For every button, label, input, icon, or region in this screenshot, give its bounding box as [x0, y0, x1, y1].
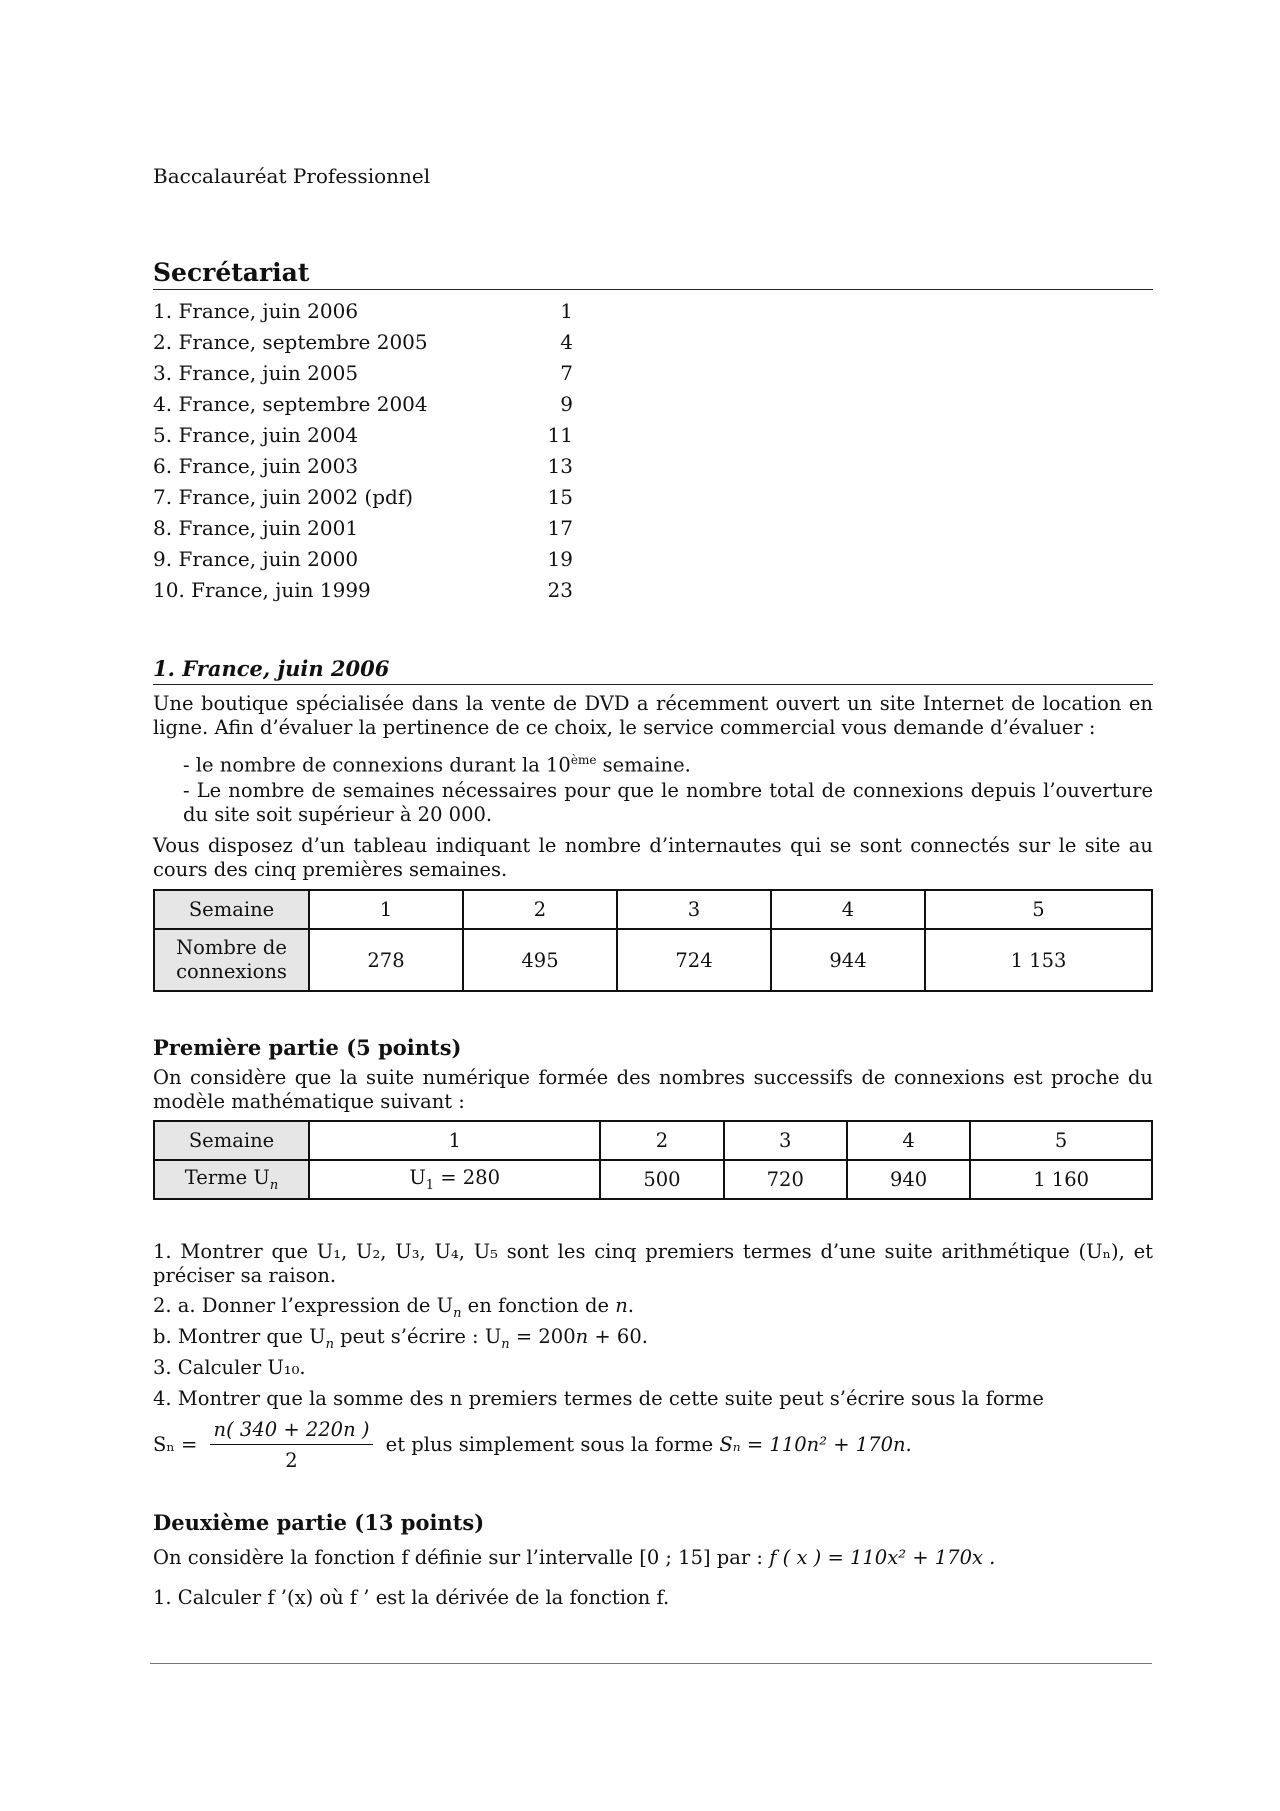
toc-item[interactable] — [153, 389, 573, 420]
fraction — [210, 1416, 374, 1475]
toc-item[interactable] — [153, 513, 573, 544]
table-cell: 495 — [463, 929, 617, 991]
table-cell: 2 — [463, 890, 617, 929]
table-cell: 944 — [771, 929, 925, 991]
toc-item-page: 9 — [560, 392, 573, 416]
table-header-cell: Terme $U_n$ — [154, 1160, 309, 1199]
connections-table — [153, 889, 1153, 992]
toc-item-label: 8. France, juin 2001 — [153, 516, 359, 540]
table-cell: 1 — [309, 890, 463, 929]
table-header-cell: Semaine — [154, 890, 309, 929]
table-row — [154, 1121, 1152, 1160]
toc-item-label: 9. France, juin 2000 — [153, 547, 359, 571]
toc-item-label: 7. France, juin 2002 (pdf) — [153, 485, 414, 509]
toc-item-label: 10. France, juin 1999 — [153, 578, 371, 602]
part1-intro: On considère que la suite numérique formée des nombres successifs de connexions est proche du modèle mathématique suivant : — [153, 1066, 1153, 1113]
table-cell: 4 — [771, 890, 925, 929]
fraction-denominator: 2 — [285, 1449, 298, 1472]
part1-title: Première partie (5 points) — [153, 1035, 462, 1060]
toc-item-label: 2. France, septembre 2005 — [153, 330, 428, 354]
table-of-contents — [153, 296, 573, 606]
table-header-cell: Nombre de connexions — [154, 929, 309, 991]
exercise-title: 1. France, juin 2006 — [153, 656, 390, 681]
bullet-item: - Le nombre de semaines nécessaires pour que le nombre total de connexions depuis l’ouverture du site soit supérieur à 20 000. — [183, 779, 1153, 826]
exercise-title-rule — [153, 684, 1153, 685]
toc-item-label: 5. France, juin 2004 — [153, 423, 359, 447]
toc-item[interactable] — [153, 451, 573, 482]
formula-rhs: Sₙ = 110n² + 170n. — [719, 1433, 912, 1456]
table-cell: $U_1 = 280$ — [309, 1160, 600, 1199]
toc-item-label: 4. France, septembre 2004 — [153, 392, 428, 416]
fraction-numerator: n( 340 + 220n ) — [210, 1416, 374, 1445]
table-row — [154, 890, 1152, 929]
table-intro: Vous disposez d’un tableau indiquant le nombre d’internautes qui se sont connectés sur le site au cours des cinq premières semaines. — [153, 834, 1153, 881]
toc-item[interactable] — [153, 544, 573, 575]
table-cell: 1 — [309, 1121, 600, 1160]
table-cell: 1 160 — [970, 1160, 1152, 1199]
table-cell: 500 — [600, 1160, 723, 1199]
question-1: 1. Montrer que U₁, U₂, U₃, U₄, U₅ sont les cinq premiers termes d’une suite arithmétique (Uₙ), et préciser sa raison. — [153, 1240, 1153, 1287]
table-cell: 724 — [617, 929, 771, 991]
toc-item[interactable] — [153, 420, 573, 451]
question-2b: b. Montrer que $U_n$ peut s’écrire : $U_n = 200n + 60$. — [153, 1325, 648, 1352]
part2-title: Deuxième partie (13 points) — [153, 1510, 485, 1535]
toc-item-page: 1 — [560, 299, 573, 323]
footer-rule — [150, 1663, 1152, 1664]
table-row — [154, 1160, 1152, 1199]
table-row — [154, 929, 1152, 991]
formula-lhs: Sₙ = — [153, 1433, 198, 1456]
toc-item-label: 1. France, juin 2006 — [153, 299, 359, 323]
sequence-table — [153, 1120, 1153, 1200]
toc-item[interactable] — [153, 327, 573, 358]
toc-item-label: 6. France, juin 2003 — [153, 454, 359, 478]
toc-item-page: 11 — [547, 423, 573, 447]
table-cell: 720 — [724, 1160, 847, 1199]
table-cell: 5 — [925, 890, 1152, 929]
table-cell: 3 — [724, 1121, 847, 1160]
toc-item[interactable] — [153, 482, 573, 513]
running-header: Baccalauréat Professionnel — [153, 164, 431, 188]
question-3: 3. Calculer U₁₀. — [153, 1356, 306, 1379]
toc-item[interactable] — [153, 575, 573, 606]
toc-item-page: 23 — [547, 578, 573, 602]
table-cell: 2 — [600, 1121, 723, 1160]
part2-intro: On considère la fonction f définie sur l’intervalle [0 ; 15] par : f ( x ) = 110x² + 170x . — [153, 1546, 996, 1569]
toc-item-page: 13 — [547, 454, 573, 478]
toc-item-page: 15 — [547, 485, 573, 509]
table-cell: 5 — [970, 1121, 1152, 1160]
toc-item-page: 17 — [547, 516, 573, 540]
bullet-item: - le nombre de connexions durant la 10ème semaine. — [183, 753, 691, 777]
table-cell: 940 — [847, 1160, 970, 1199]
table-cell: 4 — [847, 1121, 970, 1160]
toc-item-page: 19 — [547, 547, 573, 571]
toc-item[interactable] — [153, 358, 573, 389]
question-4-formula — [153, 1416, 1153, 1475]
exercise-intro: Une boutique spécialisée dans la vente de DVD a récemment ouvert un site Internet de location en ligne. Afin d’évaluer la pertinence de ce choix, le service commercial vous demande d’évaluer : — [153, 692, 1153, 739]
table-header-cell: Semaine — [154, 1121, 309, 1160]
toc-item-page: 7 — [560, 361, 573, 385]
table-cell: 278 — [309, 929, 463, 991]
part2-question-1: 1. Calculer f ’(x) où f ’ est la dérivée de la fonction f. — [153, 1586, 670, 1609]
question-4: 4. Montrer que la somme des n premiers termes de cette suite peut s’écrire sous la forme — [153, 1387, 1044, 1410]
question-2a: 2. a. Donner l’expression de $U_n$ en fonction de n. — [153, 1294, 634, 1321]
table-cell: 3 — [617, 890, 771, 929]
toc-item[interactable] — [153, 296, 573, 327]
formula-text: et plus simplement sous la forme — [385, 1433, 714, 1456]
toc-item-page: 4 — [560, 330, 573, 354]
toc-item-label: 3. France, juin 2005 — [153, 361, 359, 385]
section-title-rule — [153, 289, 1153, 290]
table-cell: 1 153 — [925, 929, 1152, 991]
section-title: Secrétariat — [153, 258, 310, 287]
